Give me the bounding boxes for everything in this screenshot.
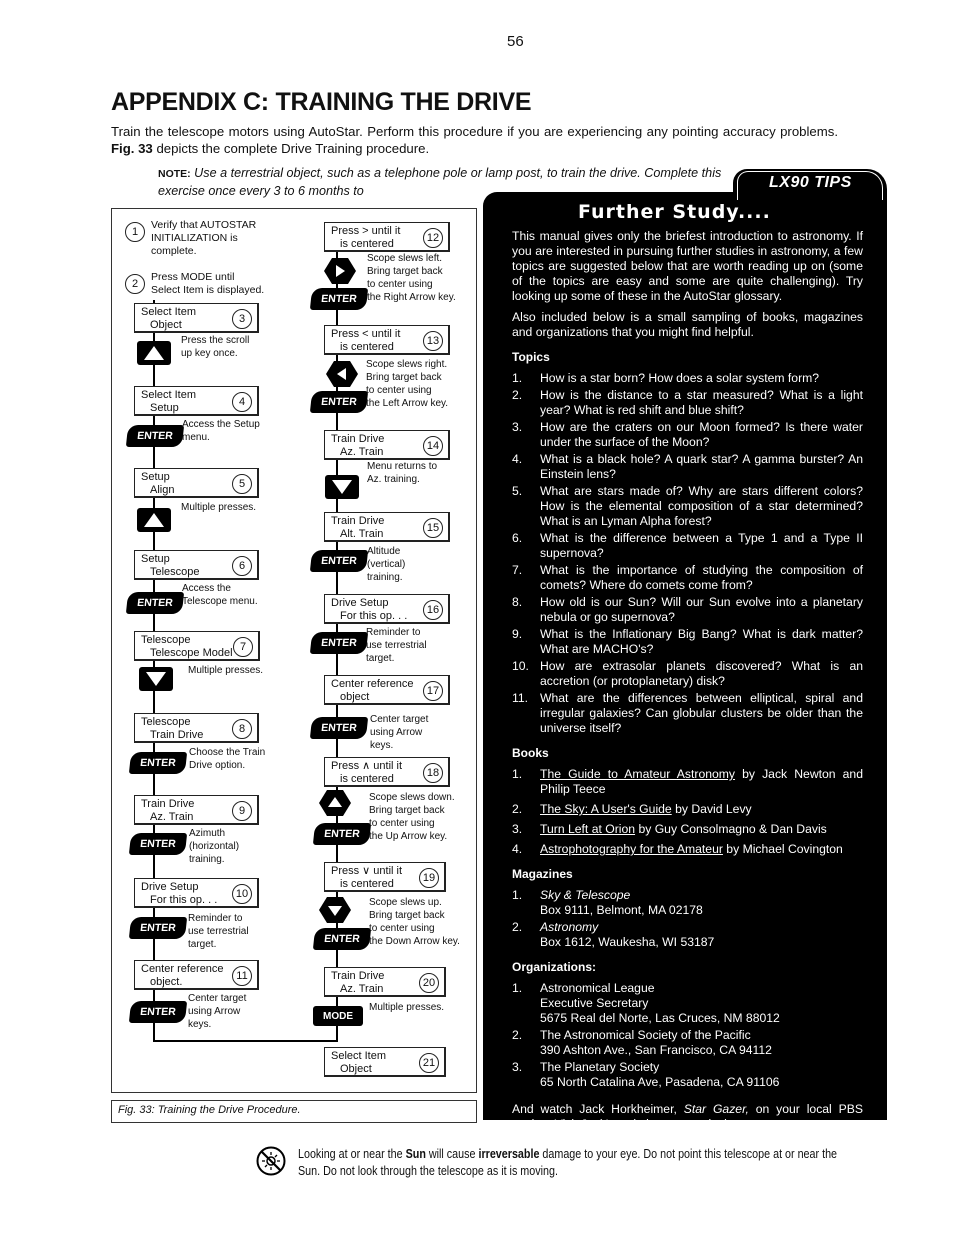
page-number: 56 [507, 33, 524, 50]
step-number: 7 [233, 637, 253, 657]
note-text: Use a terrestrial object, such as a telephone pole or lamp post, to train the drive. Complete this exercise once every 3 to 6 months to [158, 166, 722, 198]
warning-sun: Sun [405, 1147, 426, 1161]
magazine-address: Box 1612, Waukesha, WI 53187 [540, 935, 715, 949]
step-number: 20 [419, 973, 439, 993]
topic-text: What is the difference between a Type 1 and a Type II supernova? [540, 531, 863, 560]
lcd-step-17 [324, 675, 450, 705]
organization-line: 65 North Catalina Ave, Pasadena, CA 91106 [540, 1075, 780, 1089]
lcd-line-1: Train Drive [331, 970, 385, 982]
annotation-line: to center using [369, 923, 435, 934]
lcd-line-1: Setup [141, 471, 170, 483]
magazine-name: Astronomy [540, 920, 599, 934]
sun-warning-text [298, 1146, 848, 1180]
book-number: 1. [512, 767, 523, 781]
book-title: Astrophotography for the Amateur [540, 842, 723, 856]
annotation-line: Scope slews down. [369, 792, 455, 803]
lcd-line-1: Center reference [141, 963, 224, 975]
book-item [512, 842, 863, 857]
topic-number: 3. [512, 420, 523, 434]
annotation [367, 252, 456, 304]
lcd-line-1: Center reference [331, 678, 414, 690]
book-item [512, 767, 863, 797]
up-key-1 [137, 341, 171, 365]
book-author: by Jack Newton and Philip Teece [540, 767, 863, 796]
up-triangle-icon [143, 512, 165, 528]
lcd-line-2: object. [150, 976, 183, 988]
right-arrow-icon [323, 257, 357, 285]
lcd-line-1: Press ∧ until it [331, 760, 403, 772]
annotation-line: Altitude [367, 546, 401, 557]
organization-line: 5675 Real del Norte, Las Cruces, NM 88012 [540, 1011, 780, 1025]
step-number: 6 [232, 556, 252, 576]
books-list [512, 767, 863, 857]
topic-item [512, 531, 863, 561]
topic-number: 5. [512, 484, 523, 498]
lcd-line-1: Press < until it [331, 328, 401, 340]
annotation-line: Scope slews up. [369, 897, 442, 908]
annotation-line: Telescope menu. [182, 596, 258, 607]
annotation-line: Bring target back [369, 805, 445, 816]
topic-item [512, 420, 863, 450]
lcd-step-19 [324, 862, 446, 892]
right-arrow-key [323, 257, 357, 285]
enter-key-5: ENTER [129, 917, 187, 939]
warning-text-a: Looking at or near the [298, 1147, 406, 1161]
topic-item [512, 627, 863, 657]
book-author: by Michael Covington [722, 842, 843, 856]
lcd-line-1: Drive Setup [331, 597, 389, 609]
tips-heading: Further Study.... [578, 201, 771, 223]
lcd-line-2: Setup [150, 402, 179, 414]
annotation-line: Choose the Train [189, 747, 266, 758]
step-number: 12 [423, 228, 443, 248]
annotation [369, 1001, 444, 1014]
figure-caption: Fig. 33: Training the Drive Procedure. [111, 1100, 477, 1123]
book-author: by Guy Consolmagno & Dan Davis [635, 822, 827, 836]
up-key-2 [137, 508, 171, 532]
annotation-line: (horizontal) [189, 841, 240, 852]
topic-text: How is the distance to a star measured? What is a light year? What is red shift and blue shift? [540, 388, 863, 417]
annotation-line: using Arrow [188, 1006, 241, 1017]
annotation [188, 912, 249, 951]
book-number: 3. [512, 822, 523, 836]
organization-number: 2. [512, 1028, 523, 1042]
lcd-line-2: is centered [340, 238, 394, 250]
annotation [366, 358, 448, 410]
step-number: 16 [423, 600, 443, 620]
step-number: 11 [232, 966, 252, 986]
step-1-line: Verify that AUTOSTAR [151, 219, 257, 231]
intro-text-end: depicts the complete Drive Training procedure. [152, 141, 430, 156]
topic-item [512, 595, 863, 625]
topic-item [512, 388, 863, 418]
lcd-line-1: Setup [141, 553, 170, 565]
annotation-line: target. [366, 653, 395, 664]
annotation-line: Az. training. [367, 474, 420, 485]
intro-paragraph [111, 123, 838, 157]
lcd-line-1: Select Item [141, 389, 197, 401]
annotation [182, 582, 258, 608]
lcd-step-13 [324, 325, 450, 355]
annotation-line: Access the Setup [182, 419, 260, 430]
book-title: The Guide to Amateur Astronomy [540, 767, 736, 781]
step-number: 15 [423, 518, 443, 538]
lcd-step-16 [324, 594, 450, 624]
intro-text: Train the telescope motors using AutoStar. Perform this procedure if you are experiencing any pointing accuracy problems. [111, 124, 838, 139]
organizations-list [512, 981, 863, 1090]
step-number: 13 [423, 331, 443, 351]
enter-key-7: ENTER [310, 288, 368, 310]
lcd-step-20 [324, 967, 446, 997]
organization-number: 1. [512, 981, 523, 995]
topic-item [512, 484, 863, 529]
lcd-step-12 [324, 222, 450, 252]
annotation-line: Press the scroll [181, 335, 250, 346]
lcd-line-2: is centered [340, 773, 394, 785]
step-2-line: Select Item is displayed. [151, 284, 265, 296]
annotation-line: Azimuth [189, 828, 226, 839]
annotation-line: Scope slews right. [366, 359, 448, 370]
organization-item [512, 1060, 863, 1090]
lcd-line-2: For this op. . . [340, 610, 408, 622]
step-number: 18 [423, 763, 443, 783]
step-number: 4 [232, 392, 252, 412]
lcd-line-1: Telescope [141, 716, 191, 728]
organization-number: 3. [512, 1060, 523, 1074]
topic-text: What is a black hole? A quark star? A gamma burster? An Einstein lens? [540, 452, 863, 481]
annotation-line: Multiple presses. [188, 665, 264, 676]
lcd-line-2: Az. Train [340, 446, 384, 458]
step-1-line: complete. [151, 245, 197, 257]
annotation [367, 460, 437, 486]
lcd-line-1: Select Item [331, 1050, 387, 1062]
step-number-2: 2 [125, 274, 145, 294]
closing-text-end: on your local PBS station. Visit Jack's website at: www.jackstargazer.com [512, 1102, 864, 1131]
book-number: 2. [512, 802, 523, 816]
closing-paragraph [512, 1102, 863, 1132]
enter-key-9: ENTER [310, 550, 368, 572]
annotation-line: the Right Arrow key. [367, 292, 456, 303]
down-arrow-icon [318, 896, 352, 924]
annotation-line: Center target [370, 714, 429, 725]
step-number: 10 [232, 884, 252, 904]
topic-number: 11. [512, 691, 529, 705]
organization-item [512, 981, 863, 1026]
lcd-step-21 [324, 1047, 446, 1077]
enter-key-8: ENTER [310, 391, 368, 413]
lcd-line-2: Object [150, 319, 182, 331]
lcd-step-10 [134, 878, 259, 908]
annotation-line: using Arrow [370, 727, 423, 738]
organization-name: The Planetary Society [540, 1060, 660, 1074]
magazine-item [512, 920, 863, 950]
lcd-line-2: is centered [340, 341, 394, 353]
annotation-line: keys. [188, 1019, 212, 1030]
step-number: 17 [423, 681, 443, 701]
enter-key-3: ENTER [129, 752, 187, 774]
down-triangle-icon [145, 671, 167, 687]
down-triangle-icon [331, 479, 353, 495]
books-heading: Books [512, 746, 549, 760]
tips-paragraph-2: Also included below is a small sampling of books, magazines and organizations that you might find helpful. [512, 310, 863, 339]
lcd-line-2: Az. Train [150, 811, 194, 823]
topic-number: 4. [512, 452, 523, 466]
step-number: 8 [232, 719, 252, 739]
topic-item [512, 452, 863, 482]
annotation-line: the Left Arrow key. [366, 398, 449, 409]
organization-item [512, 1028, 863, 1058]
annotation-line: Scope slews left. [367, 253, 443, 264]
annotation [366, 626, 427, 665]
closing-text: And watch Jack Horkheimer, [512, 1102, 684, 1116]
annotation [181, 501, 256, 514]
annotation-line: to center using [367, 279, 433, 290]
annotation-line: Bring target back [366, 372, 442, 383]
magazines-heading: Magazines [512, 867, 573, 881]
annotation [369, 791, 455, 843]
annotation [370, 713, 428, 752]
annotation-line: Menu returns to [367, 461, 438, 472]
lcd-line-2: Telescope [150, 566, 200, 578]
enter-key-13: ENTER [313, 928, 371, 950]
annotation-line: training. [367, 572, 403, 583]
topic-number: 6. [512, 531, 523, 545]
step-number: 5 [232, 474, 252, 494]
annotation-line: training. [189, 854, 225, 865]
annotation-line: Reminder to [366, 627, 421, 638]
step-number: 9 [232, 801, 252, 821]
annotation-line: Bring target back [369, 910, 445, 921]
organization-line: 390 Ashton Ave., San Francisco, CA 94112 [540, 1043, 772, 1057]
organization-name: The Astronomical Society of the Pacific [540, 1028, 751, 1042]
enter-key-11: ENTER [310, 717, 368, 739]
magazine-number: 2. [512, 920, 523, 934]
annotation-line: to center using [369, 818, 435, 829]
topic-text: What are the differences between elliptical, spiral and irregular galaxies? Can globular clusters be older than the universe itself? [540, 691, 863, 735]
book-author: by David Levy [671, 802, 752, 816]
magazine-number: 1. [512, 888, 523, 902]
down-key-1 [139, 667, 173, 691]
lcd-line-2: Az. Train [340, 983, 384, 995]
topic-item [512, 371, 863, 386]
topic-number: 9. [512, 627, 523, 641]
topic-item [512, 659, 863, 689]
magazines-list [512, 888, 863, 950]
lcd-step-5 [134, 468, 259, 498]
topic-text: What are stars made of? Why are stars different colors? How is the elemental composition of a star determined? What is an Lyman Alpha forest? [540, 484, 863, 528]
annotation-line: Access the [182, 583, 231, 594]
topic-text: What is the Inflationary Big Bang? What is dark matter? What are MACHO's? [540, 627, 863, 656]
down-arrow-key [318, 896, 352, 924]
organizations-heading: Organizations: [512, 960, 597, 974]
topic-text: How is a star born? How does a solar system form? [540, 371, 820, 385]
topic-text: How are extrasolar planets discovered? What is an accretion (or protoplanetary) disk? [540, 659, 863, 688]
annotation [367, 545, 405, 584]
annotation [189, 746, 265, 772]
lcd-step-14 [324, 430, 450, 460]
lcd-line-2: Train Drive [150, 729, 204, 741]
flow-line-bottom [153, 1040, 337, 1042]
step-number: 3 [232, 309, 252, 329]
annotation-line: Center target [188, 993, 247, 1004]
annotation [181, 334, 249, 360]
lcd-step-9 [134, 795, 259, 825]
left-arrow-key [325, 360, 359, 388]
annotation-line: Bring target back [367, 266, 443, 277]
magazine-address: Box 9111, Belmont, MA 02178 [540, 903, 703, 917]
book-number: 4. [512, 842, 523, 856]
lcd-line-1: Train Drive [331, 515, 385, 527]
lcd-step-6 [134, 550, 259, 580]
up-triangle-icon [143, 345, 165, 361]
step-1-text [151, 219, 256, 258]
topic-text: How are the craters on our Moon formed? Is there water under the surface of the Moon? [540, 420, 863, 449]
annotation-line: use terrestrial [188, 926, 249, 937]
enter-key-10: ENTER [310, 632, 368, 654]
lcd-line-2: Object [340, 1063, 372, 1075]
enter-key-2: ENTER [126, 592, 184, 614]
up-arrow-icon [318, 789, 352, 817]
lcd-step-18 [324, 757, 450, 787]
tips-content [512, 229, 863, 1138]
lcd-step-11 [134, 960, 259, 990]
lcd-line-1: Drive Setup [141, 881, 199, 893]
intro-figure-ref: Fig. 33 [111, 141, 153, 156]
topic-text: What is the importance of studying the composition of comets? Where do comets come from? [540, 563, 863, 592]
lcd-line-2: Telescope Model [150, 647, 233, 659]
topic-number: 2. [512, 388, 523, 402]
mode-key: MODE [313, 1006, 363, 1026]
enter-key-12: ENTER [313, 823, 371, 845]
organization-name: Astronomical League [540, 981, 655, 995]
annotation-line: Multiple presses. [181, 502, 257, 513]
annotation [188, 664, 263, 677]
page-title: APPENDIX C: TRAINING THE DRIVE [111, 88, 532, 116]
enter-key-6: ENTER [129, 1001, 187, 1023]
step-number: 14 [423, 436, 443, 456]
lcd-step-4 [134, 386, 259, 416]
lcd-line-2: object [340, 691, 370, 703]
lcd-line-1: Select Item [141, 306, 197, 318]
lcd-line-1: Telescope [141, 634, 191, 646]
annotation-line: use terrestrial [366, 640, 427, 651]
left-arrow-icon [325, 360, 359, 388]
step-number: 19 [419, 868, 439, 888]
enter-key-1: ENTER [126, 425, 184, 447]
step-2-line: Press MODE until [151, 271, 235, 283]
warning-text-c: damage to your eye. Do not point this telescope at or near the Sun. Do not look through the telescope as it is moving. [298, 1147, 838, 1178]
lcd-line-1: Train Drive [331, 433, 385, 445]
annotation-line: target. [188, 939, 217, 950]
warning-text-b: will cause [425, 1147, 479, 1161]
lcd-step-7 [134, 631, 260, 661]
note-label: NOTE: [158, 168, 191, 180]
annotation [189, 827, 239, 866]
topic-number: 7. [512, 563, 523, 577]
topics-heading: Topics [512, 350, 550, 364]
annotation-line: the Down Arrow key. [369, 936, 460, 947]
organization-line: Executive Secretary [540, 996, 649, 1010]
lcd-line-2: Align [150, 484, 175, 496]
annotation [182, 418, 260, 444]
step-number-1: 1 [125, 222, 145, 242]
step-number: 21 [419, 1053, 439, 1073]
tips-tab-label: LX90 TIPS [769, 174, 852, 191]
lcd-line-2: For this op. . . [150, 894, 218, 906]
annotation-line: (vertical) [367, 559, 406, 570]
topic-number: 8. [512, 595, 523, 609]
topic-item [512, 563, 863, 593]
annotation-line: menu. [182, 432, 210, 443]
book-title: The Sky: A User's Guide [540, 802, 672, 816]
book-item [512, 822, 863, 837]
closing-show: Star Gazer, [683, 1102, 749, 1116]
annotation-line: Multiple presses. [369, 1002, 445, 1013]
book-title: Turn Left at Orion [540, 822, 636, 836]
topic-number: 1. [512, 371, 523, 385]
warning-irreversable: irreversable [478, 1147, 540, 1161]
lcd-step-3 [134, 303, 259, 333]
lcd-line-1: Press ∨ until it [331, 865, 403, 877]
annotation [369, 896, 460, 948]
lcd-step-15 [324, 512, 450, 542]
lcd-line-2: is centered [340, 878, 394, 890]
topics-list [512, 371, 863, 736]
book-item [512, 802, 863, 817]
annotation [188, 992, 246, 1031]
step-2-text [151, 271, 264, 297]
annotation-line: keys. [370, 740, 394, 751]
topic-number: 10. [512, 659, 529, 673]
annotation-line: Reminder to [188, 913, 243, 924]
lcd-line-2: Alt. Train [340, 528, 384, 540]
down-key-2 [325, 475, 359, 499]
magazine-name: Sky & Telescope [540, 888, 631, 902]
lcd-line-1: Train Drive [141, 798, 195, 810]
topic-item [512, 691, 863, 736]
annotation-line: to center using [366, 385, 432, 396]
lcd-line-1: Press > until it [331, 225, 401, 237]
annotation-line: the Up Arrow key. [369, 831, 448, 842]
step-1-line: INITIALIZATION is [151, 232, 238, 244]
annotation-line: Drive option. [189, 760, 246, 771]
sun-warning-icon [256, 1146, 286, 1176]
up-arrow-key [318, 789, 352, 817]
tips-paragraph-1: This manual gives only the briefest introduction to astronomy. If you are interested in pursuing further studies in astronomy, a few topics are suggested below that are worth reading up on (some of the topics are easy and some are quite challenging). Try looking up some of these in the AutoStar glossary. [512, 229, 863, 303]
magazine-item [512, 888, 863, 918]
lcd-step-8 [134, 713, 259, 743]
enter-key-4: ENTER [129, 833, 187, 855]
topic-text: How old is our Sun? Will our Sun evolve into a planetary nebula or go supernova? [540, 595, 863, 624]
annotation-line: up key once. [181, 348, 238, 359]
